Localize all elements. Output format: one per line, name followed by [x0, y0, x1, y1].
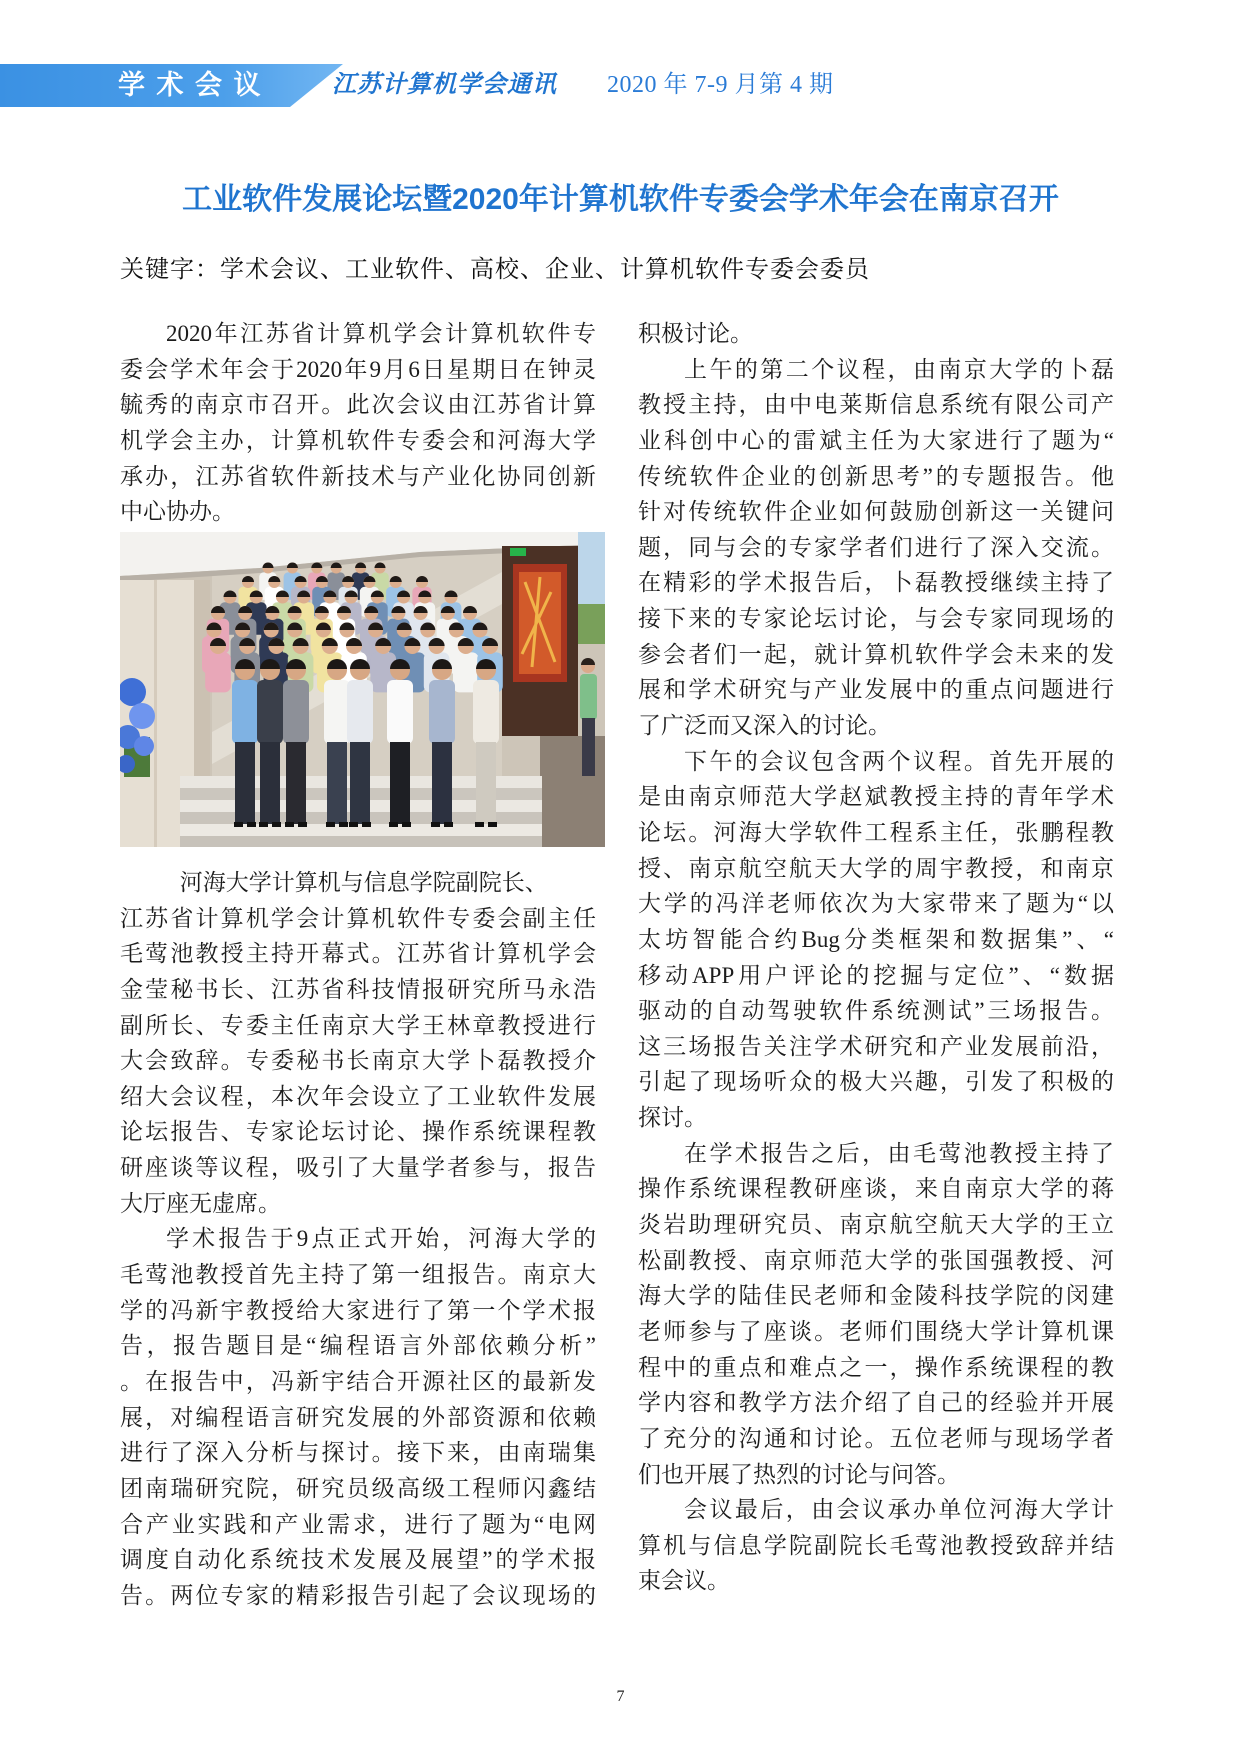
text-line: 束会议。 — [638, 1568, 730, 1594]
right-column — [638, 316, 1114, 1599]
text-line: 这三场报告关注学术研究和产业发展前沿， — [638, 1033, 1114, 1059]
left-column-top — [120, 316, 596, 530]
text-line: 金莹秘书长、江苏省科技情报研究所马永浩 — [120, 976, 596, 1002]
text-line: 委会学术年会于2020年9月6日星期日在钟灵 — [120, 356, 596, 382]
text-line: 江苏省计算机学会计算机软件专委会副主任 — [120, 905, 596, 931]
text-line: 积极讨论。 — [638, 321, 753, 346]
text-line: 毓秀的南京市召开。此次会议由江苏省计算 — [120, 392, 596, 418]
text-line: 操作系统课程教研座谈，来自南京大学的蒋 — [638, 1176, 1114, 1202]
text-line: 告。两位专家的精彩报告引起了会议现场的 — [120, 1582, 596, 1608]
paragraph-course-symposium — [638, 1136, 1114, 1492]
text-line: 炎岩助理研究员、南京航空航天大学的王立 — [638, 1212, 1114, 1238]
page-number: 7 — [616, 1688, 625, 1705]
text-line: 论坛。河海大学软件工程系主任，张鹏程教 — [638, 819, 1114, 845]
text-line: 驱动的自动驾驶软件系统测试”三场报告。 — [638, 998, 1114, 1024]
text-line: 程中的重点和难点之一，操作系统课程的教 — [638, 1354, 1114, 1380]
text-line: 参会者们一起，就计算机软件学会未来的发 — [638, 641, 1114, 667]
text-line: 展和学术研究与产业发展中的重点问题进行 — [638, 677, 1114, 703]
text-line: 接下来的专家论坛讨论，与会专家同现场的 — [638, 606, 1114, 632]
text-line: 上午的第二个议程，由南京大学的卜磊 — [684, 356, 1114, 382]
text-line: 河海大学计算机与信息学院副院长、 — [179, 870, 548, 895]
publication-name: 江苏计算机学会通讯 — [332, 72, 557, 98]
paragraph-morning-reports — [120, 1221, 596, 1613]
text-line: 海大学的陆佳民老师和金陵科技学院的闵建 — [638, 1283, 1114, 1309]
text-line: 教授主持，由中电莱斯信息系统有限公司产 — [638, 392, 1114, 418]
text-line: 题，同与会的专家学者们进行了深入交流。 — [638, 534, 1114, 560]
text-line: 授、南京航空航天大学的周宇教授，和南京 — [638, 855, 1114, 881]
text-line: 业科创中心的雷斌主任为大家进行了题为“ — [638, 427, 1114, 453]
text-line: 调度自动化系统技术发展及展望”的学术报 — [120, 1547, 596, 1573]
text-line: 算机与信息学院副院长毛莺池教授致辞并结 — [638, 1532, 1114, 1558]
text-line: 老师参与了座谈。老师们围绕大学计算机课 — [638, 1318, 1114, 1344]
text-line: 在学术报告之后，由毛莺池教授主持了 — [684, 1140, 1114, 1166]
keywords-line: 关键字：学术会议、工业软件、高校、企业、计算机软件专委会委员 — [120, 256, 870, 283]
text-line: 在精彩的学术报告后，卜磊教授继续主持了 — [638, 570, 1114, 596]
text-line: 大会致辞。专委秘书长南京大学卜磊教授介 — [120, 1048, 596, 1074]
paragraph-closing — [638, 1492, 1114, 1599]
paragraph-intro — [120, 316, 596, 530]
group-photo-graphic — [120, 532, 605, 847]
text-line: 承办，江苏省软件新技术与产业化协同创新 — [120, 463, 596, 489]
text-line: 是由南京师范大学赵斌教授主持的青年学术 — [638, 784, 1114, 810]
text-line: 会议最后，由会议承办单位河海大学计 — [684, 1497, 1114, 1523]
text-line: 了广泛而又深入的讨论。 — [638, 713, 891, 739]
text-line: 松副教授、南京师范大学的张国强教授、河 — [638, 1247, 1114, 1273]
text-line: 中心协办。 — [120, 499, 235, 525]
text-line: 学术报告于9点正式开始，河海大学的 — [166, 1226, 596, 1252]
text-line: 副所长、专委主任南京大学王林章教授进行 — [120, 1012, 596, 1038]
text-line: 移动APP用户评论的挖掘与定位”、“数据 — [638, 962, 1114, 988]
text-line: 大厅座无虚席。 — [120, 1190, 281, 1216]
text-line: 下午的会议包含两个议程。首先开展的 — [684, 748, 1114, 774]
text-line: 大学的冯洋老师依次为大家带来了题为“以 — [638, 891, 1114, 917]
text-line: 太坊智能合约Bug分类框架和数据集”、“ — [638, 926, 1114, 952]
text-line: 传统软件企业的创新思考”的专题报告。他 — [638, 463, 1114, 489]
text-line: 毛莺池教授首先主持了第一组报告。南京大 — [120, 1262, 596, 1288]
paragraph-opening — [120, 865, 596, 1221]
left-column-bottom — [120, 865, 596, 1613]
text-line: 2020年江苏省计算机学会计算机软件专 — [166, 321, 596, 346]
text-line: 引起了现场听众的极大兴趣，引发了积极的 — [638, 1069, 1114, 1095]
text-line: 了充分的沟通和讨论。五位老师与现场学者 — [638, 1425, 1114, 1451]
text-line: 展，对编程语言研究发展的外部资源和依赖 — [120, 1404, 596, 1430]
text-line: 毛莺池教授主持开幕式。江苏省计算机学会 — [120, 941, 596, 967]
paragraph-afternoon-forum — [638, 744, 1114, 1136]
text-line: 论坛报告、专家论坛讨论、操作系统课程教 — [120, 1119, 596, 1145]
text-line: 进行了深入分析与探讨。接下来，由南瑞集 — [120, 1440, 596, 1466]
paragraph-second-session — [638, 352, 1114, 744]
text-line: 针对传统软件企业如何鼓励创新这一关键问 — [638, 499, 1114, 525]
group-photo — [120, 532, 605, 847]
issue-label: 2020 年 7-9 月第 4 期 — [607, 72, 834, 98]
text-line: 们也开展了热烈的讨论与问答。 — [638, 1461, 960, 1487]
article-title: 工业软件发展论坛暨2020年计算机软件专委会学术年会在南京召开 — [182, 183, 1059, 216]
text-line: 。在报告中，冯新宇结合开源社区的最新发 — [120, 1368, 596, 1394]
text-line: 合产业实践和产业需求，进行了题为“电网 — [120, 1511, 596, 1537]
section-label: 学 术 会 议 — [118, 70, 263, 100]
text-line: 研座谈等议程，吸引了大量学者参与，报告 — [120, 1155, 596, 1181]
text-line: 学内容和教学方法介绍了自己的经验并开展 — [638, 1390, 1114, 1416]
text-line: 绍大会议程，本次年会设立了工业软件发展 — [120, 1083, 596, 1109]
paragraph-morning-reports-continued — [638, 316, 1114, 352]
text-line: 团南瑞研究院，研究员级高级工程师闪鑫结 — [120, 1475, 596, 1501]
text-line: 机学会主办，计算机软件专委会和河海大学 — [120, 427, 596, 453]
text-line: 学的冯新宇教授给大家进行了第一个学术报 — [120, 1297, 596, 1323]
text-line: 告，报告题目是“编程语言外部依赖分析” — [120, 1333, 596, 1359]
text-line: 探讨。 — [638, 1105, 707, 1131]
